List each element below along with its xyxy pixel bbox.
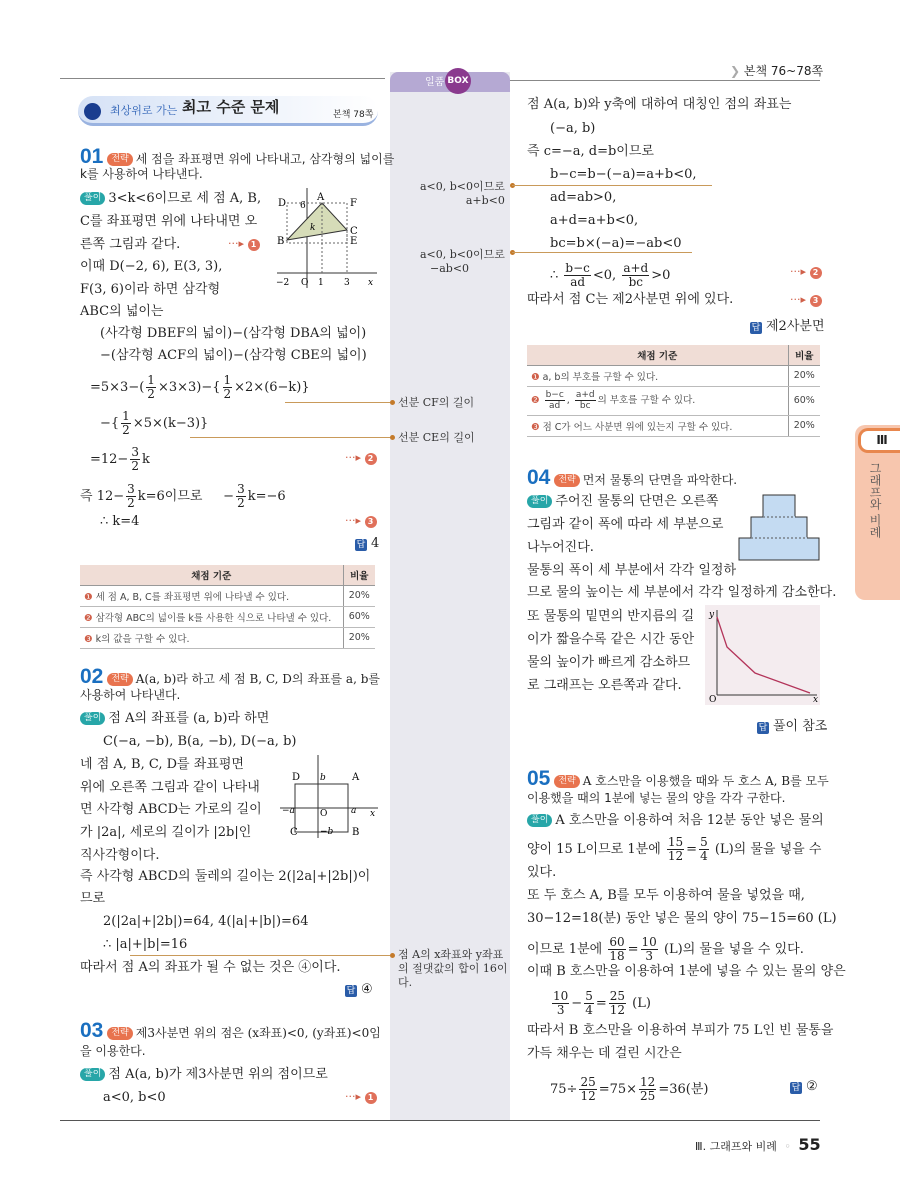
answer: 답 4 bbox=[356, 536, 380, 551]
answer: 답 풀이 참조 bbox=[758, 719, 828, 734]
svg-text:F: F bbox=[350, 198, 357, 209]
text-line: 므로 물의 높이는 세 부분에서 각각 일정하게 감소한다. bbox=[527, 585, 837, 600]
text-line: 물의 높이가 빠르게 감소하므 bbox=[527, 655, 691, 670]
side-note: 선분 CE의 길이 bbox=[398, 431, 475, 444]
math-line: =12− $\frac{3}{2}$ k bbox=[90, 445, 150, 473]
answer: 답 ② bbox=[791, 1079, 818, 1094]
side-note: a<0, b<0이므로 a+b<0 bbox=[420, 180, 505, 207]
text-line: 네 점 A, B, C, D를 좌표평면 bbox=[80, 757, 244, 772]
step-marker-1: ···▸ 1 bbox=[345, 1090, 377, 1104]
scoring-table-03: 채점 기준 비율 ❶ a, b의 부호를 구할 수 있다. 20% ❷ $\frac{b-c}{ad}$ , $\frac{a+d}{bc}$ 의 부호를 구할 수 있다. 60% ❸ 점 C가 어느 사분면 위에 있는지 구할 수 있다. 20% bbox=[527, 345, 820, 437]
text-line: F(3, 6)이라 하면 삼각형 bbox=[80, 282, 221, 297]
text-line: 이때 D(−2, 6), E(3, 3), bbox=[80, 259, 223, 274]
chapter-number: Ⅲ bbox=[858, 428, 900, 453]
text-line: 이가 짧을수록 같은 시간 동안 bbox=[527, 632, 695, 647]
math-line: =5×3−( $\frac{1}{2}$ ×3×3)−{ $\frac{1}{2}$ ×2×(6−k)} bbox=[90, 373, 310, 401]
text-line: 가 |2a|, 세로의 길이가 |2b|인 bbox=[80, 825, 252, 840]
svg-text:A: A bbox=[352, 772, 360, 783]
svg-text:a: a bbox=[351, 806, 357, 816]
problem-05-strategy: 05 전략 A 호스만을 이용했을 때와 두 호스 A, B를 모두 bbox=[527, 767, 829, 790]
answer: 답 ④ bbox=[346, 982, 373, 997]
text-line: bc=b×(−a)=−ab<0 bbox=[550, 236, 682, 251]
math-line: 이므로 1분에 $\frac{60}{18}$ = $\frac{10}{3}$ (L)의 물을 넣을 수 있다. bbox=[527, 935, 804, 963]
text-line: 로 그래프는 오른쪽과 같다. bbox=[527, 678, 682, 693]
text-line: 점 A의 좌표를 (a, b)라 하면 bbox=[108, 711, 270, 726]
text-line: 즉 c=−a, d=b이므로 bbox=[527, 144, 654, 159]
scoring-table-01: 채점 기준 비율 ❶ 세 점 A, B, C를 좌표평면 위에 나타낼 수 있다. 20% ❷ 삼각형 ABC의 넓이를 k를 사용한 식으로 나타낼 수 있다. 60% ❸ k의 값을 구할 수 있다. 20% bbox=[80, 565, 375, 649]
svg-text:x: x bbox=[370, 809, 376, 819]
text-line: 있다. bbox=[527, 865, 557, 880]
text-line: 30−12=18(분) 동안 넣은 물의 양이 75−15=60 (L) bbox=[527, 911, 837, 926]
chapter-label: 그래프와 비례 bbox=[868, 462, 882, 538]
text-line: 점 A(a, b)가 제3사분면 위의 점이므로 bbox=[108, 1067, 328, 1082]
strategy-text: k를 사용하여 나타낸다. bbox=[80, 167, 203, 181]
text-line: 2(|2a|+|2b|)=64, 4(|a|+|b|)=64 bbox=[103, 914, 309, 929]
text-line: 른쪽 그림과 같다. bbox=[80, 237, 181, 252]
step-marker-2: ···▸ 2 bbox=[790, 265, 822, 279]
footer: Ⅲ. 그래프와 비례 ◦ 55 bbox=[695, 1135, 821, 1154]
svg-text:−2: −2 bbox=[276, 278, 290, 288]
text-line: 나누어진다. bbox=[527, 540, 594, 555]
math-line: −{ $\frac{1}{2}$ ×5×(k−3)} bbox=[100, 409, 209, 437]
box-badge: BOX bbox=[445, 68, 471, 94]
svg-text:x: x bbox=[813, 695, 819, 705]
svg-text:3: 3 bbox=[344, 278, 350, 288]
step-marker-2: ···▸ 2 bbox=[345, 451, 377, 465]
triangle-coordinate-figure bbox=[272, 188, 380, 288]
text-line: (사각형 DBEF의 넓이)−(삼각형 DBA의 넓이) bbox=[100, 326, 367, 341]
header-dot-icon bbox=[84, 103, 101, 120]
text-line: 점 A(a, b)와 y축에 대하여 대칭인 점의 좌표는 bbox=[527, 97, 792, 112]
problem-02-strategy: 02 전략 A(a, b)라 하고 세 점 B, C, D의 좌표를 a, b를 bbox=[80, 665, 380, 688]
text-line: 가득 채우는 데 걸린 시간은 bbox=[527, 1046, 682, 1061]
text-line: 즉 사각형 ABCD의 둘레의 길이는 2(|2a|+|2b|)이 bbox=[80, 869, 371, 884]
water-tank-cross-section bbox=[738, 494, 822, 562]
side-note: a<0, b<0이므로 −ab<0 bbox=[420, 248, 505, 275]
water-height-graph bbox=[705, 605, 820, 705]
svg-text:b: b bbox=[320, 773, 326, 783]
side-note: 선분 CF의 길이 bbox=[398, 396, 475, 409]
text-line: 또 물통의 밑면의 반지름의 길 bbox=[527, 609, 695, 624]
text-line: ∴ |a|+|b|=16 bbox=[103, 937, 188, 952]
side-note: 점 A의 x좌표와 y좌표 의 절댓값의 합이 16이 다. bbox=[398, 948, 508, 989]
svg-text:B: B bbox=[352, 827, 360, 838]
svg-text:D: D bbox=[278, 198, 287, 209]
text-line: b−c=b−(−a)=a+b<0, bbox=[550, 167, 697, 182]
math-line: ∴ k=4 bbox=[100, 514, 140, 529]
text-line: C를 좌표평면 위에 나타내면 오 bbox=[80, 214, 258, 229]
text-line: 3<k<6이므로 세 점 A, B, bbox=[108, 191, 262, 206]
problem-01-strategy: 01 전략 세 점을 좌표평면 위에 나타내고, 삼각형의 넓이를 bbox=[80, 145, 395, 168]
text-line: (−a, b) bbox=[550, 121, 596, 136]
svg-text:y: y bbox=[709, 610, 715, 620]
text-line: a<0, b<0 bbox=[103, 1090, 166, 1105]
rectangle-coordinate-figure bbox=[280, 750, 380, 840]
text-line: 따라서 점 A의 좌표가 될 수 없는 것은 ④이다. bbox=[80, 960, 341, 975]
svg-text:B: B bbox=[277, 236, 285, 247]
math-line: 75÷ $\frac{25}{12}$ =75× $\frac{12}{25}$ =36(분) bbox=[550, 1075, 709, 1103]
header-pretitle: 최상위로 가는 bbox=[110, 104, 178, 117]
page-title: 최고 수준 문제 bbox=[182, 98, 280, 116]
step-marker-1: ···▸ 1 bbox=[228, 237, 260, 251]
svg-text:−b: −b bbox=[320, 827, 334, 837]
text-line: 면 사각형 ABCD는 가로의 길이 bbox=[80, 802, 262, 817]
text-line: A 호스만을 이용하여 처음 12분 동안 넣은 물의 bbox=[555, 813, 824, 828]
text-line: 므로 bbox=[80, 891, 106, 906]
text-line: 그림과 같이 폭에 따라 세 부분으로 bbox=[527, 517, 724, 532]
text-line: −(삼각형 ACF의 넓이)−(삼각형 CBE의 넓이) bbox=[100, 348, 367, 363]
step-marker-3: ···▸ 3 bbox=[790, 293, 822, 307]
answer: 답 제2사분면 bbox=[751, 319, 825, 334]
math-line: 즉 12− $\frac{3}{2}$ k=6이므로 − $\frac{3}{2}$ k=−6 bbox=[80, 482, 286, 510]
svg-text:x: x bbox=[368, 278, 374, 288]
svg-text:1: 1 bbox=[318, 278, 324, 288]
text-line: 또 두 호스 A, B를 모두 이용하여 물을 넣었을 때, bbox=[527, 888, 805, 903]
svg-text:A: A bbox=[317, 192, 325, 203]
text-line: 이때 B 호스만을 이용하여 1분에 넣을 수 있는 물의 양은 bbox=[527, 964, 846, 979]
svg-text:O: O bbox=[709, 695, 717, 705]
svg-text:−a: −a bbox=[282, 806, 295, 816]
text-line: a+d=a+b<0, bbox=[550, 213, 639, 228]
text-line: 위에 오른쪽 그림과 같이 나타내 bbox=[80, 780, 260, 795]
problem-03-strategy: 03 전략 제3사분면 위의 점은 (x좌표)<0, (y좌표)<0임 bbox=[80, 1019, 381, 1042]
header-reference: 본책 78쪽 bbox=[333, 110, 374, 120]
svg-text:O: O bbox=[320, 809, 328, 819]
strategy-text: 사용하여 나타낸다. bbox=[80, 688, 181, 702]
text-line: 직사각형이다. bbox=[80, 848, 160, 863]
svg-text:D: D bbox=[292, 772, 301, 783]
svg-text:C: C bbox=[290, 827, 298, 838]
svg-text:E: E bbox=[350, 236, 358, 247]
box-label: 일품 bbox=[425, 77, 445, 88]
text-line: C(−a, −b), B(a, −b), D(−a, b) bbox=[103, 734, 297, 749]
text-line: 따라서 점 C는 제2사분면 위에 있다. bbox=[527, 292, 734, 307]
svg-text:k: k bbox=[310, 223, 316, 233]
text-line: 주어진 물통의 단면은 오른쪽 bbox=[555, 494, 719, 509]
text-line: ad=ab>0, bbox=[550, 190, 617, 205]
strategy-text: 이용했을 때의 1분에 넣는 물의 양을 각각 구한다. bbox=[527, 791, 786, 805]
math-line: ∴ $\frac{b-c}{ad}$ <0, $\frac{a+d}{bc}$ >0 bbox=[550, 261, 671, 289]
text-line: 물통의 폭이 세 부분에서 각각 일정하 bbox=[527, 563, 737, 578]
svg-text:C: C bbox=[350, 226, 358, 237]
strategy-text: 을 이용한다. bbox=[80, 1044, 146, 1058]
math-line: 양이 15 L이므로 1분에 $\frac{15}{12}$ = $\frac{5}{4}$ (L)의 물을 넣을 수 bbox=[527, 835, 822, 863]
svg-text:6: 6 bbox=[300, 201, 306, 211]
text-line: ABC의 넓이는 bbox=[80, 304, 164, 319]
book-page-reference: ❯ 본책 76~78쪽 bbox=[730, 64, 824, 78]
svg-text:O: O bbox=[301, 278, 309, 288]
solution-tag: 풀이 bbox=[80, 192, 105, 205]
text-line: 따라서 B 호스만을 이용하여 부피가 75 L인 빈 물통을 bbox=[527, 1023, 834, 1038]
problem-04-strategy: 04 전략 먼저 물통의 단면을 파악한다. bbox=[527, 466, 738, 489]
step-marker-3: ···▸ 3 bbox=[345, 514, 377, 528]
math-line: $\frac{10}{3}$ − $\frac{5}{4}$ = $\frac{25}{12}$ (L) bbox=[553, 989, 651, 1017]
